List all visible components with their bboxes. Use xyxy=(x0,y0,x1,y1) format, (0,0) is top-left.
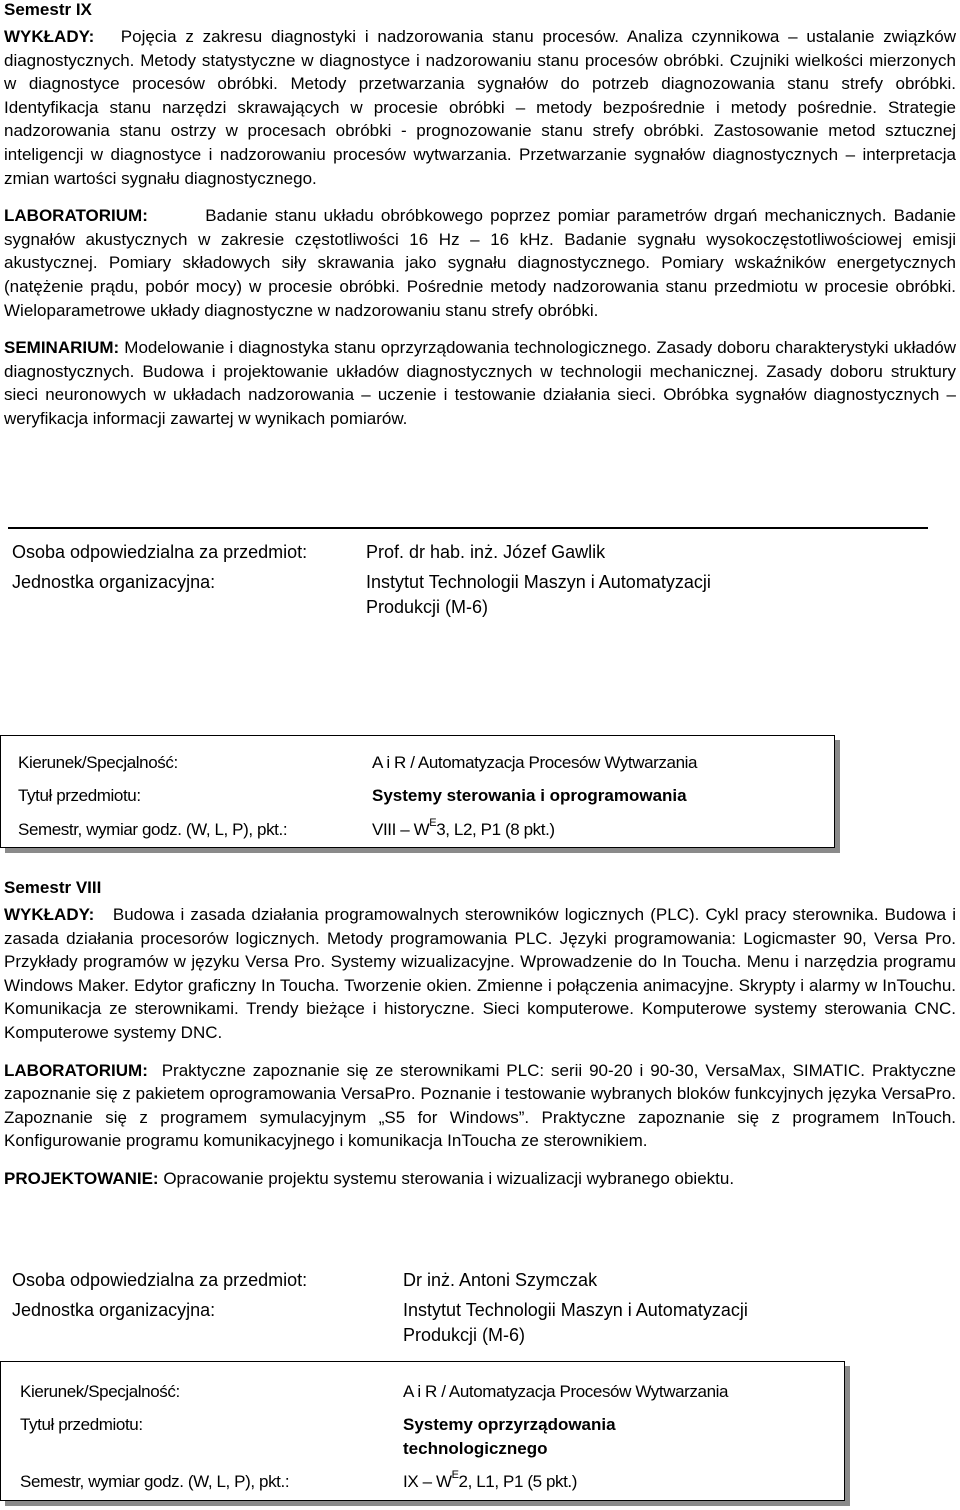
box2-title-value-line1: Systemy oprzyrządowania xyxy=(403,1415,616,1434)
box2-title-label: Tytuł przedmiotu: xyxy=(20,1415,143,1434)
sem9-seminar-text: Modelowanie i diagnostyka stanu oprzyrządowania technologicznego. Zasady doboru charakterystyki układów diagnostycznych. Budowa i projektowanie układów diagnostycznych w technologii mechanicznej. Zasady doboru struktury sieci neuronowych w układach nadzorowania – uczenie i testowanie działania sieci. Obróbka sygnałów diagnostycznych – weryfikacja informacji zawartej w wynikach pomiarów. xyxy=(4,338,956,428)
sem8-unit-label: Jednostka organizacyjna: xyxy=(12,1300,216,1320)
semester-viii-title: Semestr VIII xyxy=(4,878,102,897)
sem9-unit-value-line2: Produkcji (M-6) xyxy=(366,597,489,617)
divider-line xyxy=(8,527,928,529)
sem8-project-label: PROJEKTOWANIE: xyxy=(4,1168,159,1188)
sem9-responsible-label: Osoba odpowiedzialna za przedmiot: xyxy=(12,542,308,562)
sem9-lab-label: LABORATORIUM: xyxy=(4,206,148,226)
box-1-frame xyxy=(0,735,835,848)
semester-viii-section xyxy=(4,878,956,1191)
sem8-project-text: Opracowanie projektu systemu sterowania i wizualizacji wybranego obiektu. xyxy=(163,1168,735,1188)
sem9-lectures-paragraph xyxy=(4,25,956,190)
box1-semester-label: Semestr, wymiar godz. (W, L, P), pkt.: xyxy=(18,820,288,839)
semester-ix-section xyxy=(4,0,956,431)
sem9-responsible-value: Prof. dr hab. inż. Józef Gawlik xyxy=(366,542,606,562)
sem9-seminar-paragraph xyxy=(4,336,956,430)
sem8-lab-paragraph xyxy=(4,1059,956,1153)
box2-title-value-line2: technologicznego xyxy=(403,1439,548,1458)
sem9-lectures-label: WYKŁADY: xyxy=(4,27,95,46)
box1-semester-sup: E xyxy=(429,817,437,830)
sem8-project-paragraph xyxy=(4,1167,956,1191)
box2-field-label: Kierunek/Specjalność: xyxy=(20,1382,180,1401)
sem8-lab-label: LABORATORIUM: xyxy=(4,1060,148,1080)
sem9-seminar-label: SEMINARIUM: xyxy=(4,338,120,358)
box2-semester-prefix: IX – W xyxy=(403,1472,452,1491)
sem8-lab-text: Praktyczne zapoznanie się ze sterownikami PLC: serii 90-20 i 90-30, VersaMax, SIMATIC. Praktyczne zapoznanie się z pakietem oprogramowania VersaPro. Poznanie i testowanie wybranych bloków funkcyjnych języka VersaPro. Zapoznanie się z programem symulacyjnym „S5 for Windows”. Praktyczne zapoznanie się z programem InTouch. Konfigurowanie programu komunikacyjnego i komunikacja InToucha ze sterownikiem. xyxy=(4,1060,956,1151)
sem8-responsible-value: Dr inż. Antoni Szymczak xyxy=(403,1270,598,1290)
box1-field-label: Kierunek/Specjalność: xyxy=(18,753,178,772)
sem9-lab-text: Badanie stanu układu obróbkowego poprzez pomiar parametrów drgań mechanicznych. Badanie sygnałów akustycznych w zakresie częstotliwości 16 Hz – 16 kHz. Badanie sygnału wysokoczęstotliwościowej emisji akustycznej. Pomiary składowych siły skrawania jako sygnału diagnostycznego. Pomiary wskaźników energetycznych (natężenie prądu, pobór mocy) w procesie obróbki. Pośrednie metody nadzorowania stanu przedmiotu w procesie obróbki. Wieloparametrowe układy diagnostyczne w nadzorowaniu stanu strefy obróbki. xyxy=(4,206,957,320)
box1-title-label: Tytuł przedmiotu: xyxy=(18,786,141,805)
sem9-unit-label: Jednostka organizacyjna: xyxy=(12,572,216,592)
sem8-responsibility xyxy=(4,1268,956,1348)
box2-semester-value xyxy=(403,1469,578,1492)
sem8-responsible-label: Osoba odpowiedzialna za przedmiot: xyxy=(12,1270,308,1290)
box2-field-value: A i R / Automatyzacja Procesów Wytwarzania xyxy=(403,1382,729,1401)
box1-semester-value xyxy=(372,817,555,840)
box1-semester-suffix: 3, L2, P1 (8 pkt.) xyxy=(436,820,555,839)
sem9-lectures-text: Pojęcia z zakresu diagnostyki i nadzorowania stanu procesów. Analiza czynnikowa – ustalanie związków diagnostycznych. Metody statystyczne w diagnostyce i nadzorowaniu stanu procesów obróbki. Czujniki wielkości mierzonych w diagnostyce procesów obróbki. Metody przetwarzania sygnałów do potrzeb diagnozowania stanu strefy obróbki. Identyfikacja stanu narzędzi skrawających w procesie obróbki – metody bezpośrednie i metody pośrednie. Strategie nadzorowania stanu ostrzy w procesach obróbki - prognozowanie stanu strefy obróbki. Zastosowanie metod sztucznej inteligencji w diagnostyce i nadzorowaniu procesów wytwarzania. Przetwarzanie sygnałów diagnostycznych – interpretacja zmian wartości sygnału diagnostycznego. xyxy=(4,27,957,188)
sem8-lectures-paragraph xyxy=(4,903,956,1045)
semester-ix-title: Semestr IX xyxy=(4,0,92,19)
box1-title-value: Systemy sterowania i oprogramowania xyxy=(372,786,687,805)
box2-semester-suffix: 2, L1, P1 (5 pkt.) xyxy=(458,1472,578,1491)
box2-semester-label: Semestr, wymiar godz. (W, L, P), pkt.: xyxy=(20,1472,290,1491)
box2-semester-sup: E xyxy=(451,1469,459,1482)
sem8-unit-value-line1: Instytut Technologii Maszyn i Automatyzacji xyxy=(403,1300,748,1320)
sem8-unit-value-line2: Produkcji (M-6) xyxy=(403,1325,526,1345)
course-info-box-2 xyxy=(0,1361,850,1506)
course-info-box-1 xyxy=(0,735,840,853)
box1-semester-prefix: VIII – W xyxy=(372,820,430,839)
box1-field-value: A i R / Automatyzacja Procesów Wytwarzania xyxy=(372,753,698,772)
sem8-lectures-label: WYKŁADY: xyxy=(4,905,95,924)
sem8-lectures-text: Budowa i zasada działania programowalnych sterowników logicznych (PLC). Cykl pracy sterownika. Budowa i zasada działania procesorów logicznych. Metody programowania PLC. Języki programowania: Logicmaster 90, Versa Pro. Przykłady programów w języku Versa Pro. Systemy wizualizacyjne. Wprowadzenie do In Toucha. Menu i narzędzia programu Windows Maker. Edytor graficzny In Toucha. Tworzenie okien. Zmienne i połączenia animacyjne. Skrypty i alarmy w InTouchu. Komunikacja ze sterownikami. Trendy bieżące i historyczne. Sieci komputerowe. Komputerowe systemy sterowania CNC. Komputerowe systemy DNC. xyxy=(4,905,957,1042)
sem9-responsibility xyxy=(4,540,956,620)
sem9-lab-paragraph xyxy=(4,204,956,322)
sem9-unit-value-line1: Instytut Technologii Maszyn i Automatyzacji xyxy=(366,572,711,592)
box-2-frame xyxy=(0,1361,845,1501)
